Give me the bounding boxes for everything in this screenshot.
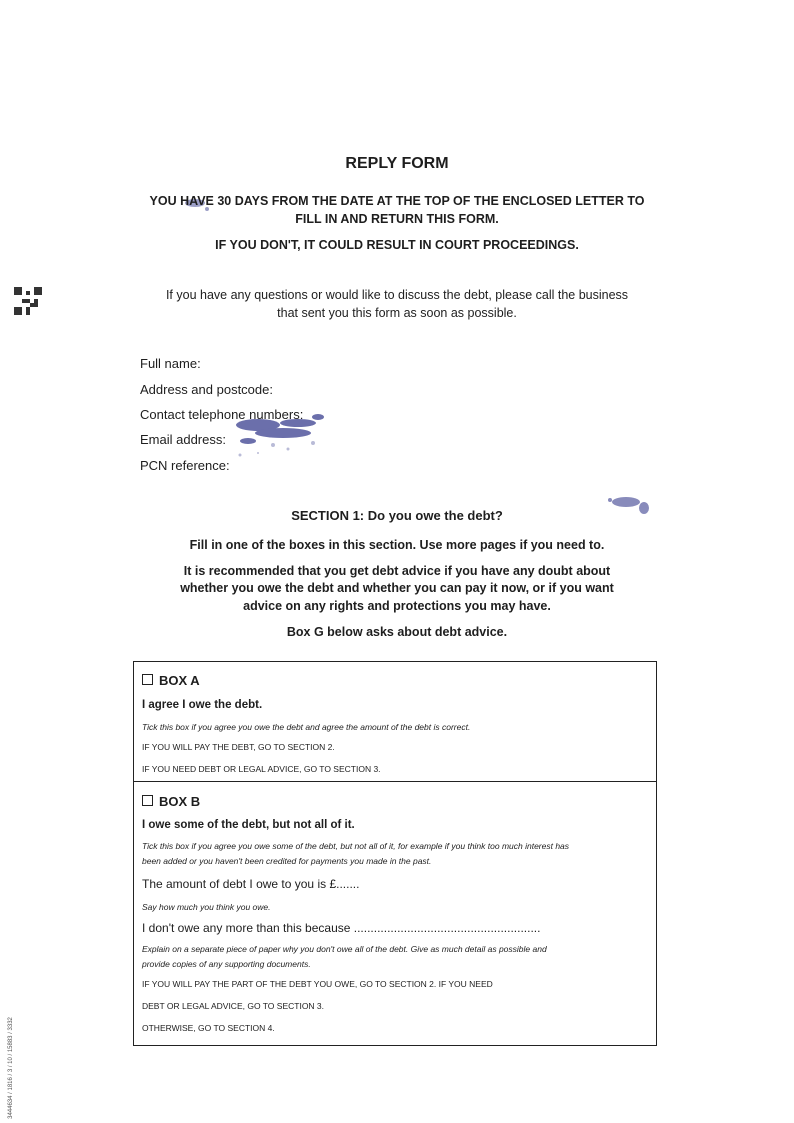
box-a-instruction2: IF YOU NEED DEBT OR LEGAL ADVICE, GO TO SECTION 3. (142, 764, 381, 774)
address-label: Address and postcode: (140, 382, 273, 397)
box-b-amount-hint: Say how much you think you owe. (142, 902, 271, 912)
box-a-hint: Tick this box if you agree you owe the debt and agree the amount of the debt is correct. (142, 722, 471, 732)
box-a-statement: I agree I owe the debt. (142, 699, 263, 711)
box-b-reason-hint-line1: Explain on a separate piece of paper why you don't owe all of the debt. Give as much detail as possible and (142, 944, 547, 954)
form-title: REPLY FORM (345, 155, 449, 172)
intro-line2: that sent you this form as soon as possible. (277, 306, 517, 320)
box-g-note: Box G below asks about debt advice. (286, 625, 508, 639)
section1-instruction: Fill in one of the boxes in this section. Use more pages if you need to. (189, 538, 605, 552)
section1-heading: SECTION 1: Do you owe the debt? (291, 508, 503, 523)
box-b-hint-line2: been added or you haven't been credited for payments you made in the past. (142, 856, 432, 866)
section1-advice-line1: It is recommended that you get debt advice if you have any doubt about (183, 564, 611, 578)
section1-advice-line2: whether you owe the debt and whether you can pay it now, or if you want (180, 581, 614, 595)
section1-advice-line3: advice on any rights and protections you may have. (243, 599, 551, 613)
box-b-reason: I don't owe any more than this because ........................................................ (142, 921, 541, 935)
telephone-label: Contact telephone numbers: (140, 407, 304, 422)
full-name-label: Full name: (140, 356, 201, 371)
deadline-warning-line2: FILL IN AND RETURN THIS FORM. (295, 212, 499, 226)
box-a (133, 661, 657, 782)
box-b-reason-hint-line2: provide copies of any supporting documents. (142, 959, 311, 969)
box-a-checkbox[interactable] (142, 674, 153, 685)
box-b-title (142, 794, 200, 809)
deadline-warning-line1: YOU HAVE 30 DAYS FROM THE DATE AT THE TOP OF THE ENCLOSED LETTER TO (149, 194, 645, 208)
pcn-reference-label: PCN reference: (140, 458, 230, 473)
box-b-hint-line1: Tick this box if you agree you owe some of the debt, but not all of it, for example if you think too much interest has (142, 841, 570, 851)
box-a-instruction1: IF YOU WILL PAY THE DEBT, GO TO SECTION 2. (142, 742, 335, 752)
box-b (133, 781, 657, 1046)
email-label: Email address: (140, 432, 226, 447)
box-b-instruction1: IF YOU WILL PAY THE PART OF THE DEBT YOU OWE, GO TO SECTION 2. IF YOU NEED (142, 979, 493, 989)
box-b-instruction3: OTHERWISE, GO TO SECTION 4. (142, 1023, 275, 1033)
box-b-amount: The amount of debt I owe to you is £....... (142, 877, 360, 891)
box-a-title (142, 673, 200, 688)
court-warning: IF YOU DON'T, IT COULD RESULT IN COURT PROCEEDINGS. (215, 238, 579, 252)
box-b-statement: I owe some of the debt, but not all of it. (142, 819, 355, 831)
box-b-instruction2: DEBT OR LEGAL ADVICE, GO TO SECTION 3. (142, 1001, 325, 1011)
box-b-title-text: BOX B (159, 794, 201, 809)
box-b-checkbox[interactable] (142, 795, 153, 806)
margin-reference-code: 3444634 / 1816 / 3 / 10 / 15883 / 3332 (7, 1017, 14, 1119)
box-a-title-text: BOX A (159, 673, 200, 688)
intro-line1: If you have any questions or would like to discuss the debt, please call the business (165, 288, 629, 302)
